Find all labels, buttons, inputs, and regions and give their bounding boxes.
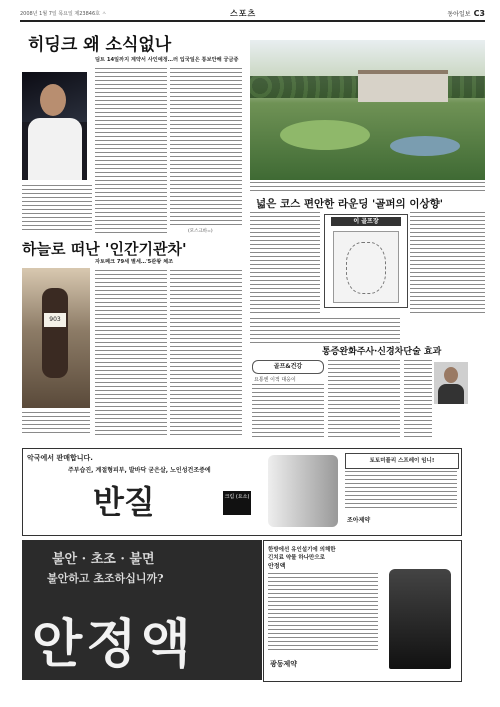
article3-text-col3 xyxy=(410,212,485,316)
article4-text-col1 xyxy=(252,384,324,438)
course-info-label: 이 골프장 xyxy=(331,217,401,226)
ad-right-lines xyxy=(345,471,457,511)
ad-right-head: 토토미플리 스프레이 임니! xyxy=(345,453,459,469)
golf-course-photo xyxy=(250,40,485,180)
article1-subtitle: 딤트 14일까지 계약서 사인예정…러 입국일은 통보안해 궁금증 xyxy=(95,57,239,63)
ad-calm-maker: 광동제약 xyxy=(270,660,298,668)
article2-title: 하늘로 떠난 '인간기관차' xyxy=(22,240,187,258)
ad-calm-copy1: 한방에선 유인설기에 의해한 xyxy=(268,547,336,553)
ad-product-name: 반질 xyxy=(93,483,155,521)
article2-text-col1 xyxy=(95,270,167,438)
article3-text-bottom xyxy=(250,318,400,344)
paper-name: 동아일보 xyxy=(447,11,471,18)
ad-right-maker: 조아제약 xyxy=(347,517,371,524)
ad-calm-line1: 불안 · 초조 · 불면 xyxy=(52,552,155,567)
ad-golfer-image xyxy=(268,455,338,527)
article3-text-col1 xyxy=(250,212,320,316)
ad-calm-bottle xyxy=(389,569,451,669)
header-date: 2008년 1월 7일 목요일 제23846호 ㅅ xyxy=(20,11,107,17)
ad-copy: 주부습진, 계절형피부, 발바닥 굳은살, 노인성건조증에 xyxy=(68,467,211,474)
article2-text-col2 xyxy=(170,270,242,438)
ad-product-sub: 크림 (요소) xyxy=(223,491,251,515)
golf-photo-caption-lines xyxy=(250,182,485,194)
article1-text-col0 xyxy=(22,185,92,233)
article1-title: 히딩크 왜 소식없나 xyxy=(28,35,172,55)
article1-text-col1 xyxy=(95,68,167,233)
article1-credit: (모스크바=) xyxy=(188,229,213,234)
ad-calm-left xyxy=(22,540,262,680)
ad-cream xyxy=(22,448,462,536)
ad-calm-right xyxy=(263,540,462,682)
ad-calm-line2: 불안하고 초조하십니까? xyxy=(47,572,164,585)
golf-health-tag: 골프&건강 xyxy=(252,360,324,374)
header-right xyxy=(447,9,485,18)
ad-calm-product: 안정액 xyxy=(32,614,195,675)
article4-text-col2 xyxy=(328,360,400,438)
ad-calm-copy3: 안정액 xyxy=(268,563,286,570)
author-photo xyxy=(434,362,468,404)
page-header xyxy=(20,8,485,22)
article4-text-col3 xyxy=(404,360,432,438)
ad-calm-lines xyxy=(268,573,378,653)
article4-title: 통증완화주사·신경차단술 효과 xyxy=(322,347,442,357)
article4-subtag: 요통엔 이적 대응이 xyxy=(254,377,296,383)
course-map xyxy=(333,231,399,303)
runner-photo: 903 xyxy=(22,268,90,408)
article3-title: 넓은 코스 편안한 라운딩 '골퍼의 이상향' xyxy=(256,198,443,210)
photo-caption-lines xyxy=(22,412,90,436)
section-title: 스포츠 xyxy=(230,9,257,18)
coach-photo xyxy=(22,72,87,180)
ad-banner: 악국에서 판매합니다. xyxy=(27,454,93,462)
page-number: C3 xyxy=(473,9,485,18)
course-info-box xyxy=(324,214,408,308)
ad-calm-copy2: 긴치료 약물 하나만으로 xyxy=(268,555,325,561)
article2-subtitle: 자토페크 79세 별세…'5관왕 체조 xyxy=(95,259,174,265)
article1-text-col2 xyxy=(170,68,242,228)
